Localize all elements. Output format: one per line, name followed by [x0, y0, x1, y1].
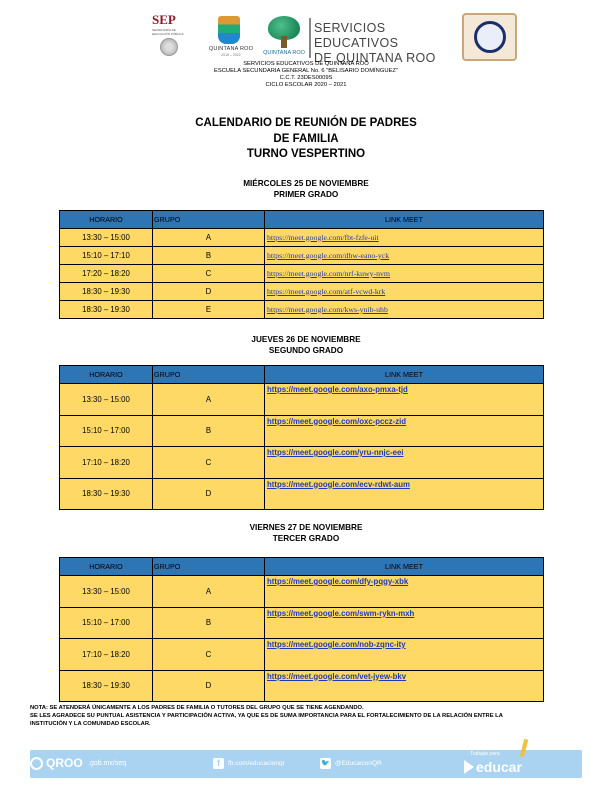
- grupo-cell: C: [153, 639, 265, 671]
- horario-cell: 17:10 – 18:20: [60, 639, 153, 671]
- table-row: [60, 639, 544, 671]
- header-divider: [309, 18, 311, 58]
- quintana-roo-government-logo: [206, 16, 256, 58]
- educar-text: educar: [476, 759, 522, 775]
- grupo-cell: D: [153, 283, 265, 301]
- school-info-line3: C.C.T. 23DES0009S: [279, 75, 333, 81]
- table-row: [60, 265, 544, 283]
- horario-cell: 13:30 – 15:00: [60, 229, 153, 247]
- meet-link[interactable]: https://meet.google.com/nrf-kuwy-nvm: [265, 265, 544, 283]
- horario-cell: 18:30 – 19:30: [60, 478, 153, 510]
- column-header-link: LINK MEET: [265, 366, 544, 384]
- column-header-grupo: GRUPO: [153, 558, 265, 576]
- meet-link[interactable]: https://meet.google.com/yru-nnjc-eei: [265, 447, 544, 479]
- column-header-horario: HORARIO: [60, 558, 153, 576]
- grupo-cell: B: [153, 247, 265, 265]
- grupo-cell: D: [153, 478, 265, 510]
- grupo-cell: A: [153, 229, 265, 247]
- school-info-line4: CICLO ESCOLAR 2020 – 2021: [265, 82, 347, 88]
- meet-link[interactable]: https://meet.google.com/dfy-pqgy-xbk: [265, 576, 544, 608]
- national-seal-icon: [160, 38, 178, 56]
- twitter-icon: 🐦: [321, 760, 330, 767]
- schedule-table-primer-grado: [59, 210, 544, 319]
- document-title: [0, 116, 612, 163]
- footer-site-link[interactable]: .gob.mx/seq: [88, 760, 127, 767]
- educar-logo: [464, 751, 526, 777]
- footer-banner: [30, 750, 582, 778]
- table-row: [60, 283, 544, 301]
- meet-link[interactable]: https://meet.google.com/ecv-rdwt-aum: [265, 478, 544, 510]
- educar-tagline: Trabajar para: [470, 751, 500, 757]
- meet-link[interactable]: https://meet.google.com/nob-zqnc-ity: [265, 639, 544, 671]
- column-header-link: LINK MEET: [265, 211, 544, 229]
- sep-logo: [150, 12, 200, 56]
- footer-qroo: QROO: [46, 756, 83, 770]
- meet-link[interactable]: https://meet.google.com/vet-jyew-bkv: [265, 670, 544, 702]
- section-day: VIERNES 27 DE NOVIEMBRE: [249, 523, 363, 532]
- play-arrow-icon: [464, 760, 474, 774]
- meet-link[interactable]: https://meet.google.com/atf-vcwd-krk: [265, 283, 544, 301]
- crest-circle-icon: [474, 21, 506, 53]
- table-row: [60, 607, 544, 639]
- section-grade: TERCER GRADO: [272, 534, 340, 543]
- footer-twitter-link[interactable]: @EducacionQR: [335, 760, 382, 767]
- meet-link[interactable]: https://meet.google.com/dhw-eano-yck: [265, 247, 544, 265]
- note-line1: NOTA: SE ATENDERÁ ÚNICAMENTE A LOS PADRES DE FAMILIA O TUTORES DEL GRUPO QUE SE TIENE AGENDANDO.: [30, 705, 364, 711]
- table-row: [60, 576, 544, 608]
- table-row: [60, 447, 544, 479]
- tree-trunk-icon: [281, 36, 287, 48]
- column-header-grupo: GRUPO: [153, 366, 265, 384]
- seq-title-line1: SERVICIOS EDUCATIVOS: [314, 21, 399, 50]
- footer-facebook-link[interactable]: fb.com/educacionqr: [228, 760, 285, 767]
- title-line1: CALENDARIO DE REUNIÓN DE PADRES: [195, 117, 417, 129]
- horario-cell: 18:30 – 19:30: [60, 301, 153, 319]
- section-heading-primer-grado: [0, 178, 612, 200]
- grupo-cell: C: [153, 447, 265, 479]
- seq-title-line2: DE QUINTANA ROO: [314, 51, 436, 65]
- section-grade: PRIMER GRADO: [273, 190, 339, 199]
- horario-cell: 15:10 – 17:00: [60, 607, 153, 639]
- table-header-row: [60, 558, 544, 576]
- column-header-horario: HORARIO: [60, 366, 153, 384]
- title-line3: TURNO VESPERTINO: [246, 148, 366, 160]
- table-row: [60, 670, 544, 702]
- tree-logo-label: QUINTANA ROO: [263, 50, 305, 56]
- grupo-cell: E: [153, 301, 265, 319]
- grupo-cell: A: [153, 384, 265, 416]
- schedule-table-tercer-grado: [59, 557, 544, 702]
- column-header-link: LINK MEET: [265, 558, 544, 576]
- horario-cell: 15:10 – 17:00: [60, 415, 153, 447]
- seq-tree-logo: [262, 16, 306, 60]
- section-day: MIÉRCOLES 25 DE NOVIEMBRE: [243, 179, 369, 188]
- qroo-logo-years: 2016 – 2022: [221, 53, 241, 57]
- notes: [30, 704, 580, 728]
- table-row: [60, 415, 544, 447]
- grupo-cell: A: [153, 576, 265, 608]
- school-info: [0, 61, 612, 89]
- table-row: [60, 229, 544, 247]
- facebook-icon: f: [213, 758, 224, 769]
- school-info-line1: SERVICIOS EDUCATIVOS DE QUINTANA ROO: [243, 61, 369, 67]
- table-header-row: [60, 211, 544, 229]
- section-grade: SEGUNDO GRADO: [268, 346, 344, 355]
- horario-cell: 17:10 – 18:20: [60, 447, 153, 479]
- qroo-logo-label: QUINTANA ROO: [208, 46, 254, 52]
- qroo-circle-icon: [30, 757, 43, 770]
- table-row: [60, 301, 544, 319]
- section-day: JUEVES 26 DE NOVIEMBRE: [251, 335, 361, 344]
- meet-link[interactable]: https://meet.google.com/oxc-pccz-zid: [265, 415, 544, 447]
- section-heading-tercer-grado: [0, 522, 612, 544]
- sep-logo-text: SEP: [152, 12, 176, 27]
- table-row: [60, 478, 544, 510]
- column-header-grupo: GRUPO: [153, 211, 265, 229]
- horario-cell: 18:30 – 19:30: [60, 283, 153, 301]
- meet-link[interactable]: https://meet.google.com/swm-rykn-mxh: [265, 607, 544, 639]
- table-row: [60, 247, 544, 265]
- seq-title: [314, 21, 464, 66]
- school-crest-logo: [462, 13, 517, 61]
- title-line2: DE FAMILIA: [273, 132, 339, 145]
- horario-cell: 18:30 – 19:30: [60, 670, 153, 702]
- horario-cell: 15:10 – 17:10: [60, 247, 153, 265]
- horario-cell: 17:20 – 18:20: [60, 265, 153, 283]
- horario-cell: 13:30 – 15:00: [60, 384, 153, 416]
- pencil-icon: [520, 739, 529, 757]
- table-header-row: [60, 366, 544, 384]
- note-line3: INSTITUCIÓN Y LA COMUNIDAD ESCOLAR.: [30, 721, 151, 727]
- grupo-cell: D: [153, 670, 265, 702]
- meet-link[interactable]: https://meet.google.com/kws-ynib-uhb: [265, 301, 544, 319]
- schedule-table-segundo-grado: [59, 365, 544, 510]
- meet-link[interactable]: https://meet.google.com/axo-pmxa-tjd: [265, 384, 544, 416]
- state-emblem-icon: [218, 16, 240, 44]
- meet-link[interactable]: https://meet.google.com/fbt-fzfe-uit: [265, 229, 544, 247]
- horario-cell: 13:30 – 15:00: [60, 576, 153, 608]
- column-header-horario: HORARIO: [60, 211, 153, 229]
- note-line2: SE LES AGRADECE SU PUNTUAL ASISTENCIA Y PARTICIPACIÓN ACTIVA, YA QUE ES DE SUMA IMPORTANCIA PARA EL FORTALECIMIENTO DE LA RELACIÓN ENTRE LA: [30, 713, 503, 719]
- sep-logo-subtitle: SECRETARÍA DE EDUCACIÓN PÚBLICA: [152, 28, 184, 36]
- table-row: [60, 384, 544, 416]
- grupo-cell: B: [153, 415, 265, 447]
- school-info-line2: ESCUELA SECUNDARIA GENERAL No. 6 "BELISARIO DOMÍNGUEZ": [214, 68, 398, 74]
- section-heading-segundo-grado: [0, 334, 612, 356]
- grupo-cell: B: [153, 607, 265, 639]
- grupo-cell: C: [153, 265, 265, 283]
